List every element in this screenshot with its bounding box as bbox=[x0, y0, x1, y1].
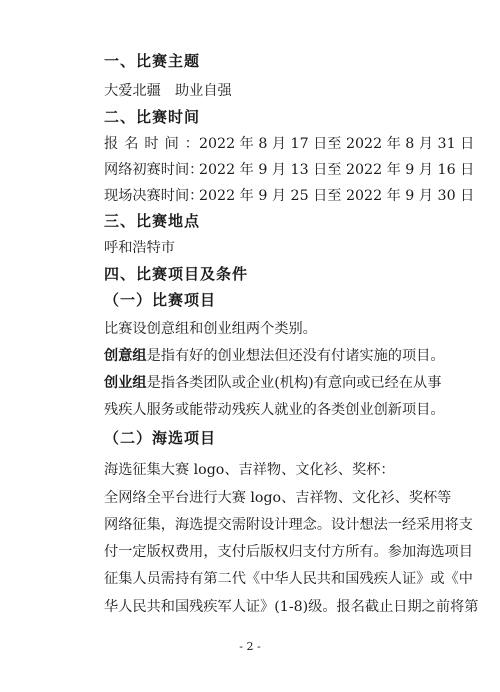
paragraph-continuation: 网络征集，海选提交需附设计理念。设计想法一经采用将支 bbox=[104, 517, 473, 533]
schedule-label: 报名时间： bbox=[104, 136, 199, 152]
schedule-label: 网络初赛时间： bbox=[104, 162, 204, 178]
heading-venue: 三、比赛地点 bbox=[104, 212, 201, 230]
paragraph: 创意组是指有好的创业想法但还没有付诸实施的项目。 bbox=[104, 348, 445, 364]
schedule-row bbox=[104, 159, 474, 179]
term-creative: 创意组 bbox=[104, 348, 147, 364]
paragraph-continuation: 华人民共和国残疾军人证》(1-8)级。报名截止日期之前将第 bbox=[104, 599, 479, 615]
paragraph-continuation: 征集人员需持有第二代《中华人民共和国残疾人证》或《中 bbox=[104, 571, 473, 587]
paragraph-continuation: 残疾人服务或能带动残疾人就业的各类创业创新项目。 bbox=[104, 402, 445, 418]
heading-time: 二、比赛时间 bbox=[104, 108, 201, 126]
subheading-selection: （二）海选项目 bbox=[104, 429, 217, 447]
page-number: - 2 - bbox=[239, 640, 261, 653]
schedule-row bbox=[104, 133, 474, 153]
heading-theme: 一、比赛主题 bbox=[104, 52, 201, 70]
schedule-label: 现场决赛时间： bbox=[104, 188, 204, 204]
schedule-value: 2022 年 8 月 17 日至 2022 年 8 月 31 日 bbox=[199, 136, 475, 152]
subheading-competition: （一）比赛项目 bbox=[104, 291, 217, 309]
schedule-row bbox=[104, 185, 474, 205]
paragraph: 全网络全平台进行大赛 logo、吉祥物、文化衫、奖杯等 bbox=[104, 490, 452, 506]
paragraph: 创业组是指各类团队或企业(机构)有意向或已经在从事 bbox=[104, 375, 442, 391]
schedule-value: 2022 年 9 月 25 日至 2022 年 9 月 30 日 bbox=[199, 188, 475, 204]
theme-text: 大爱北疆 助业自强 bbox=[104, 83, 232, 99]
term-startup: 创业组 bbox=[104, 375, 147, 391]
schedule-value: 2022 年 9 月 13 日至 2022 年 9 月 16 日 bbox=[199, 162, 475, 178]
venue-text: 呼和浩特市 bbox=[104, 240, 175, 256]
paragraph-continuation: 付一定版权费用，支付后版权归支付方所有。参加海选项目 bbox=[104, 544, 473, 560]
paragraph: 海选征集大赛 logo、吉祥物、文化衫、奖杯： bbox=[104, 462, 395, 478]
paragraph: 比赛设创意组和创业组两个类别。 bbox=[104, 321, 317, 337]
heading-items: 四、比赛项目及条件 bbox=[104, 265, 249, 283]
